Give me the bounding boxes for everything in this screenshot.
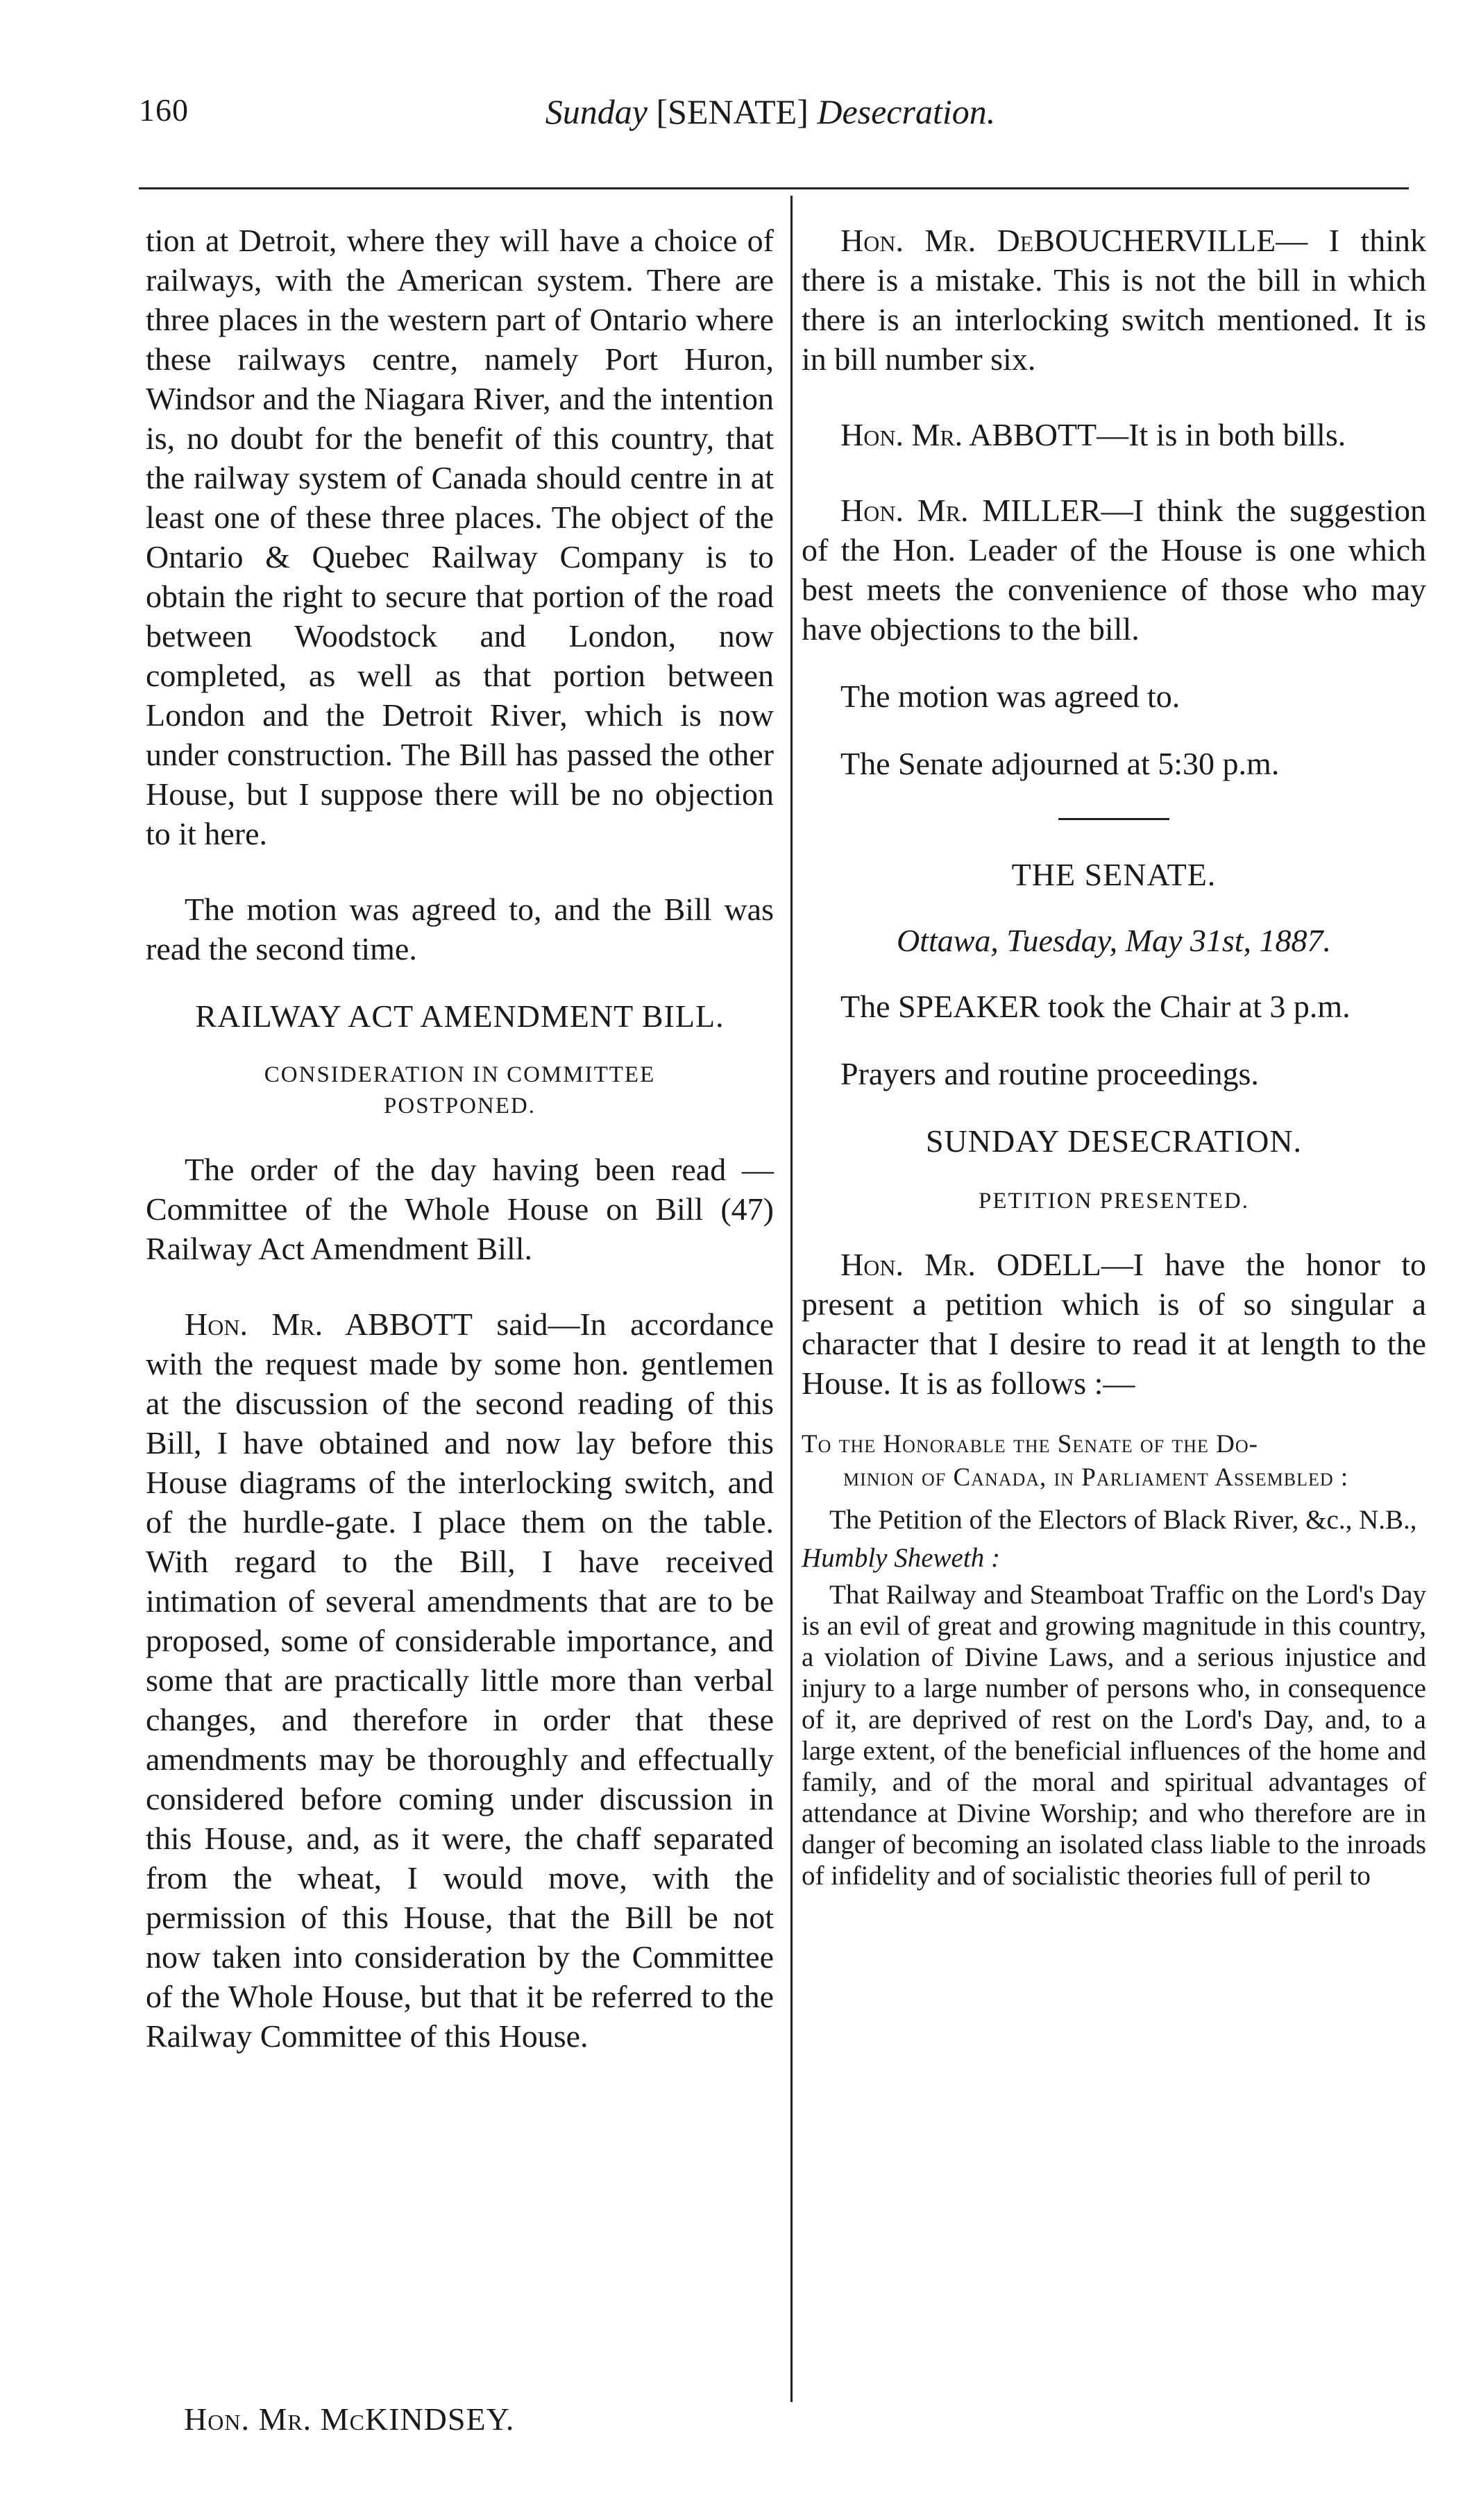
footer-signature: Hon. Mr. McKINDSEY. [184, 2401, 515, 2437]
page-number: 160 [139, 92, 189, 128]
dateline: Ottawa, Tuesday, May 31st, 1887. [896, 923, 1332, 958]
paragraph: The SPEAKER took the Chair at 3 p.m. [840, 989, 1351, 1024]
speaker-name: Hon. Mr. ODELL [840, 1247, 1101, 1282]
running-head-center: [SENATE] [656, 92, 809, 131]
section-heading: RAILWAY ACT AMENDMENT BILL. [195, 998, 725, 1034]
speaker-name: Hon. Mr. DeBOUCHERVILLE [840, 223, 1276, 258]
petition-address-line: To the Honorable the Senate of the Do- [802, 1430, 1258, 1458]
speech-paragraph [802, 221, 1426, 379]
speaker-name: Hon. Mr. ABBOTT [185, 1306, 473, 1342]
section-heading: THE SENATE. [1011, 857, 1217, 892]
speech-text: — I think there is a mistake. This is not the bill in which there is an interlocking switch mentioned. It is in bill number six. [802, 223, 1426, 377]
section-subheading: CONSIDERATION IN COMMITTEE POSTPONED. [264, 1062, 656, 1118]
paragraph: Prayers and routine proceedings. [840, 1056, 1259, 1091]
running-head-right: Desecration. [817, 92, 996, 131]
petition-address [802, 1428, 1426, 1495]
section-subheading: PETITION PRESENTED. [979, 1189, 1249, 1214]
header-rule [139, 187, 1409, 189]
page-header [139, 92, 1402, 147]
speech-text: —I have the honor to present a petition which is of so singular a character that I desire to read it at length to the House. It is as follows :— [802, 1247, 1426, 1401]
column-divider [790, 196, 793, 2402]
paragraph: tion at Detroit, where they will have a choice of railways, with the American system. There are three places in the western part of Ontario where these railways centre, namely Port Huron, Windsor and the Niagara River, and the intention is, no doubt for the benefit of this country, that the railway system of Canada should centre in at least one of these three places. The object of the Ontario & Quebec Railway Company is to obtain the right to secure that portion of the road between Woodstock and London, now completed, as well as that portion between London and the Detroit River, which is now under construction. The Bill has passed the other House, but I suppose there will be no objection to it here. [146, 223, 774, 851]
speech-paragraph [802, 415, 1426, 454]
paragraph: The motion was agreed to. [840, 679, 1180, 714]
paragraph: The Senate adjourned at 5:30 p.m. [840, 746, 1280, 781]
section-heading: SUNDAY DESECRATION. [925, 1123, 1303, 1159]
running-head-left: Sunday [545, 92, 648, 131]
speaker-name: Hon. Mr. ABBOTT [840, 417, 1097, 452]
speech-paragraph [802, 1245, 1426, 1403]
petition-address-continuation: minion of Canada, in Parliament Assembled : [843, 1463, 1349, 1492]
running-head [139, 92, 1402, 132]
speech-text: —I think the suggestion of the Hon. Leader of the House is one which best meets the convenience of those who may have objections to the bill. [802, 493, 1427, 647]
speech-paragraph [802, 491, 1426, 649]
petition-of: The Petition of the Electors of Black River, &c., N.B., [829, 1505, 1417, 1535]
petition-body: That Railway and Steamboat Traffic on the Lord's Day is an evil of great and growing magnitude in this country, a violation of Divine Laws, and a serious injustice and injury to a large number of persons who, in consequence of it, are deprived of rest on the Lord's Day, and, to a large extent, of the beneficial influences of the home and family, and of the moral and spiritual advantages of attendance at Divine Worship; and who therefore are in danger of becoming an isolated class liable to the inroads of infidelity and of socialistic theories full of peril to [802, 1580, 1426, 1891]
speech-text: said—In accordance with the request made by some hon. gentlemen at the discussion of the second reading of this Bill, I have obtained and now lay before this House diagrams of the interlocking switch, and of the hurdle-gate. I place them on the table. With regard to the Bill, I have received intimation of several amendments that are to be proposed, some of considerable importance, and some that are practically little more than verbal changes, and therefore in order that these amendments may be thoroughly and effectually considered before coming under discussion in this House, and, as it were, the chaff separated from the wheat, I would move, with the permission of this House, that the Bill be not now taken into consideration by the Committee of the Whole House, but that it be referred to the Railway Committee of this House. [146, 1306, 774, 2054]
humbly-sheweth: Humbly Sheweth : [802, 1543, 1000, 1573]
right-column [802, 221, 1426, 1891]
speaker-name: Hon. Mr. MILLER [840, 493, 1101, 528]
paragraph: The motion was agreed to, and the Bill was read the second time. [146, 892, 774, 967]
paragraph: The order of the day having been read —Committee of the Whole House on Bill (47) Railway Act Amendment Bill. [146, 1152, 774, 1266]
left-column [146, 221, 774, 2056]
speech-text: —It is in both bills. [1097, 417, 1346, 452]
speech-paragraph [146, 1304, 774, 2056]
